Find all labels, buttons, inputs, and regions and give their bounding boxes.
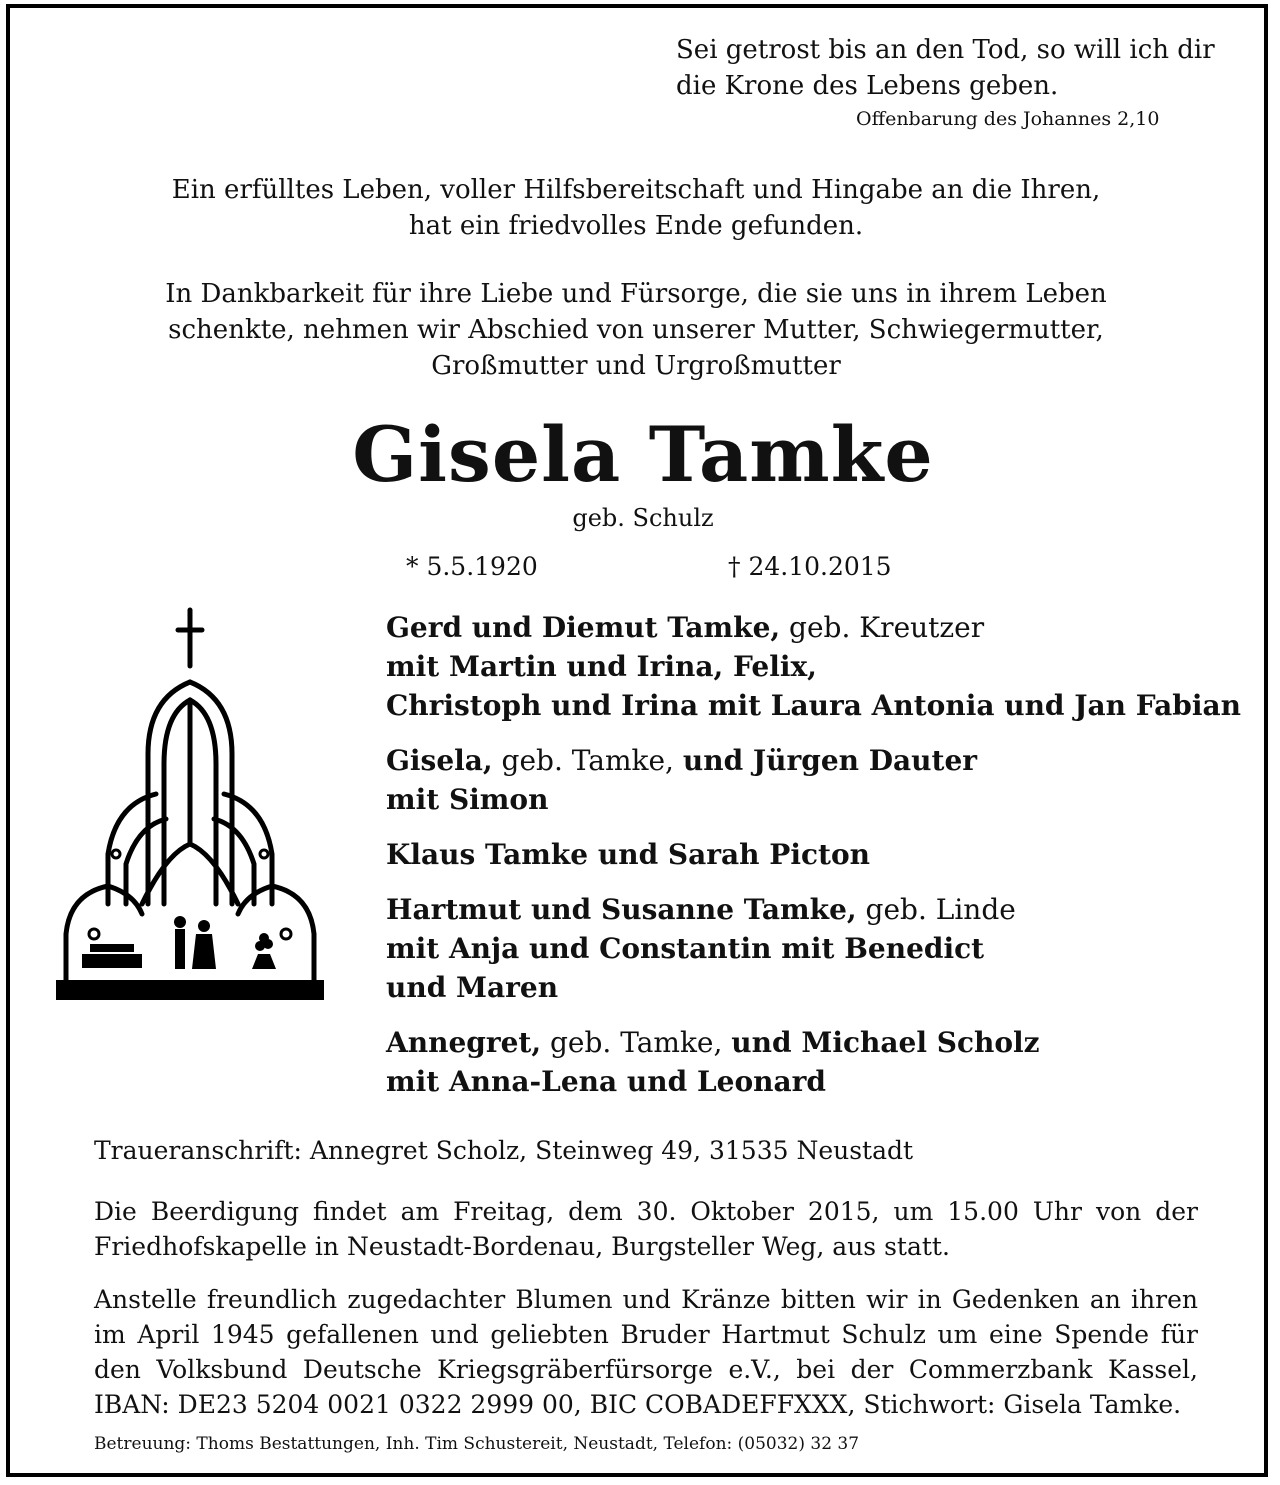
- family-name-bold: Annegret,: [386, 1026, 542, 1059]
- family-name-normal: geb. Kreutzer: [780, 611, 985, 644]
- family-line: mit Anna-Lena und Leonard: [386, 1065, 826, 1098]
- funeral-notice: Die Beerdigung findet am Freitag, dem 30. Oktober 2015, um 15.00 Uhr von der Friedhofskapelle in Neustadt-Bordenau, Burgsteller Weg, aus statt.: [94, 1197, 1198, 1261]
- bible-verse: [676, 32, 1215, 104]
- mourning-address: Traueranschrift: Annegret Scholz, Steinweg 49, 31535 Neustadt: [94, 1136, 914, 1165]
- verse-line: Sei getrost bis an den Tod, so will ich dir: [676, 35, 1215, 65]
- family-name-bold: Hartmut und Susanne Tamke,: [386, 893, 857, 926]
- family-name-normal: geb. Linde: [856, 893, 1016, 926]
- family-line: mit Simon: [386, 783, 549, 816]
- intro-line: In Dankbarkeit für ihre Liebe und Fürsorge, die sie uns in ihrem Leben: [165, 279, 1107, 309]
- family-line: mit Martin und Irina, Felix,: [386, 650, 817, 683]
- family-group: [386, 835, 1241, 874]
- death-date: † 24.10.2015: [728, 552, 892, 581]
- family-line: und Maren: [386, 971, 559, 1004]
- deceased-name: Gisela Tamke: [352, 410, 934, 499]
- birth-date: * 5.5.1920: [406, 552, 538, 581]
- family-line: [386, 1023, 1241, 1062]
- family-group: [386, 1023, 1241, 1101]
- family-line: Christoph und Irina mit Laura Antonia und Jan Fabian: [386, 689, 1241, 722]
- intro-line: hat ein friedvolles Ende gefunden.: [408, 211, 864, 241]
- family-name-bold: Gerd und Diemut Tamke,: [386, 611, 781, 644]
- intro-paragraph-2: [0, 276, 1272, 384]
- family-name-bold: Gisela,: [386, 744, 493, 777]
- family-line: [386, 608, 1241, 647]
- family-name-bold: und Jürgen Dauter: [682, 744, 978, 777]
- family-line: mit Anja und Constantin mit Benedict: [386, 932, 985, 965]
- family-group: [386, 608, 1241, 725]
- verse-line: die Krone des Lebens geben.: [676, 71, 1059, 101]
- family-line: [386, 741, 1241, 780]
- undertaker-footer: Betreuung: Thoms Bestattungen, Inh. Tim Schustereit, Neustadt, Telefon: (05032) 32 37: [94, 1434, 860, 1454]
- church-chapel-silhouette-icon: [56, 604, 324, 1004]
- intro-paragraph-1: [0, 172, 1272, 244]
- intro-line: Ein erfülltes Leben, voller Hilfsbereitschaft und Hingabe an die Ihren,: [171, 175, 1101, 205]
- family-list: [386, 608, 1241, 1117]
- family-name-normal: geb. Tamke,: [541, 1026, 732, 1059]
- intro-line: schenkte, nehmen wir Abschied von unserer Mutter, Schwiegermutter,: [168, 315, 1104, 345]
- maiden-name: geb. Schulz: [572, 504, 714, 532]
- family-line: [386, 890, 1241, 929]
- family-group: [386, 890, 1241, 1007]
- intro-line: Großmutter und Urgroßmutter: [431, 351, 841, 381]
- verse-source: Offenbarung des Johannes 2,10: [856, 108, 1160, 130]
- family-name-normal: geb. Tamke,: [492, 744, 683, 777]
- family-line: Klaus Tamke und Sarah Picton: [386, 838, 870, 871]
- donation-notice: Anstelle freundlich zugedachter Blumen und Kränze bitten wir in Gedenken an ihren im April 1945 gefallenen und geliebten Bruder Hartmut Schulz um eine Spende für den Volksbund Deutsche Kriegsgräberfürsorge e.V., bei der Commerzbank Kassel, IBAN: DE23 5204 0021 0322 2999 00, BIC COBADEFFXXX, Stichwort: Gisela Tamke.: [94, 1285, 1198, 1419]
- family-group: [386, 741, 1241, 819]
- family-name-bold: und Michael Scholz: [731, 1026, 1040, 1059]
